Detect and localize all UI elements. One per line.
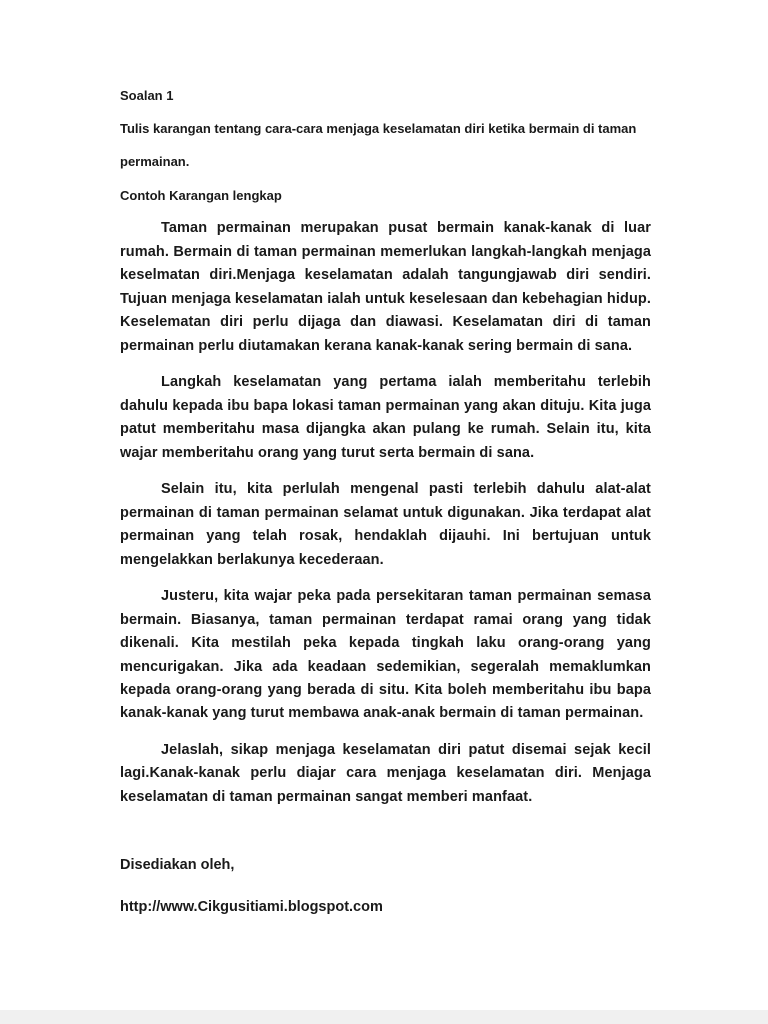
closing-line: Disediakan oleh, (120, 857, 235, 874)
question-prompt-line-1: Tulis karangan tentang cara-cara menjaga keselamatan diri ketika bermain di taman (120, 120, 637, 136)
source-url: http://www.Cikgusitiami.blogspot.com (120, 899, 383, 916)
question-prompt-line-2: permainan. (120, 154, 190, 170)
essay-paragraph-5: Jelaslah, sikap menjaga keselamatan diri patut disemai sejak kecil lagi.Kanak-kanak perlu diajar cara menjaga keselamatan diri. Menjaga keselamatan di taman permainan sangat memberi manfaat. (120, 741, 651, 805)
essay-paragraph-1: Taman permainan merupakan pusat bermain kanak-kanak di luar rumah. Bermain di taman permainan memerlukan langkah-langkah menjaga keselmatan diri.Menjaga keselamatan adalah tangungjawab diri sendiri. Tujuan menjaga keselamatan ialah untuk keselesaan dan kebehagian hidup. Keselematan diri perlu dijaga dan diawasi. Keselamatan diri di taman permainan perlu diutamakan kerana kanak-kanak sering bermain di sana. (120, 220, 651, 354)
essay-paragraph-3: Selain itu, kita perlulah mengenal pasti terlebih dahulu alat-alat permainan di taman permainan selamat untuk digunakan. Jika terdapat alat permainan yang telah rosak, hendaklah dijauhi. Ini bertujuan untuk mengelakkan berlakunya kecederaan. (120, 481, 651, 568)
page-bottom-strip (0, 1010, 768, 1024)
essay-subheading: Contoh Karangan lengkap (120, 188, 282, 204)
essay-paragraph-2: Langkah keselamatan yang pertama ialah memberitahu terlebih dahulu kepada ibu bapa lokasi taman permainan yang akan dituju. Kita juga patut memberitahu masa dijangka akan pulang ke rumah. Selain itu, kita wajar memberitahu orang yang turut serta bermain di sana. (120, 374, 651, 461)
question-heading: Soalan 1 (120, 88, 174, 103)
essay-paragraph-4: Justeru, kita wajar peka pada persekitaran taman permainan semasa bermain. Biasanya, taman permainan terdapat ramai orang yang tidak dikenali. Kita mestilah peka kepada tingkah laku orang-orang yang mencurigakan. Jika ada keadaan sedemikian, segeralah memaklumkan kepada orang-orang yang berada di situ. Kita boleh memberitahu ibu bapa kanak-kanak yang turut membawa anak-anak bermain di taman permainan. (120, 588, 651, 722)
